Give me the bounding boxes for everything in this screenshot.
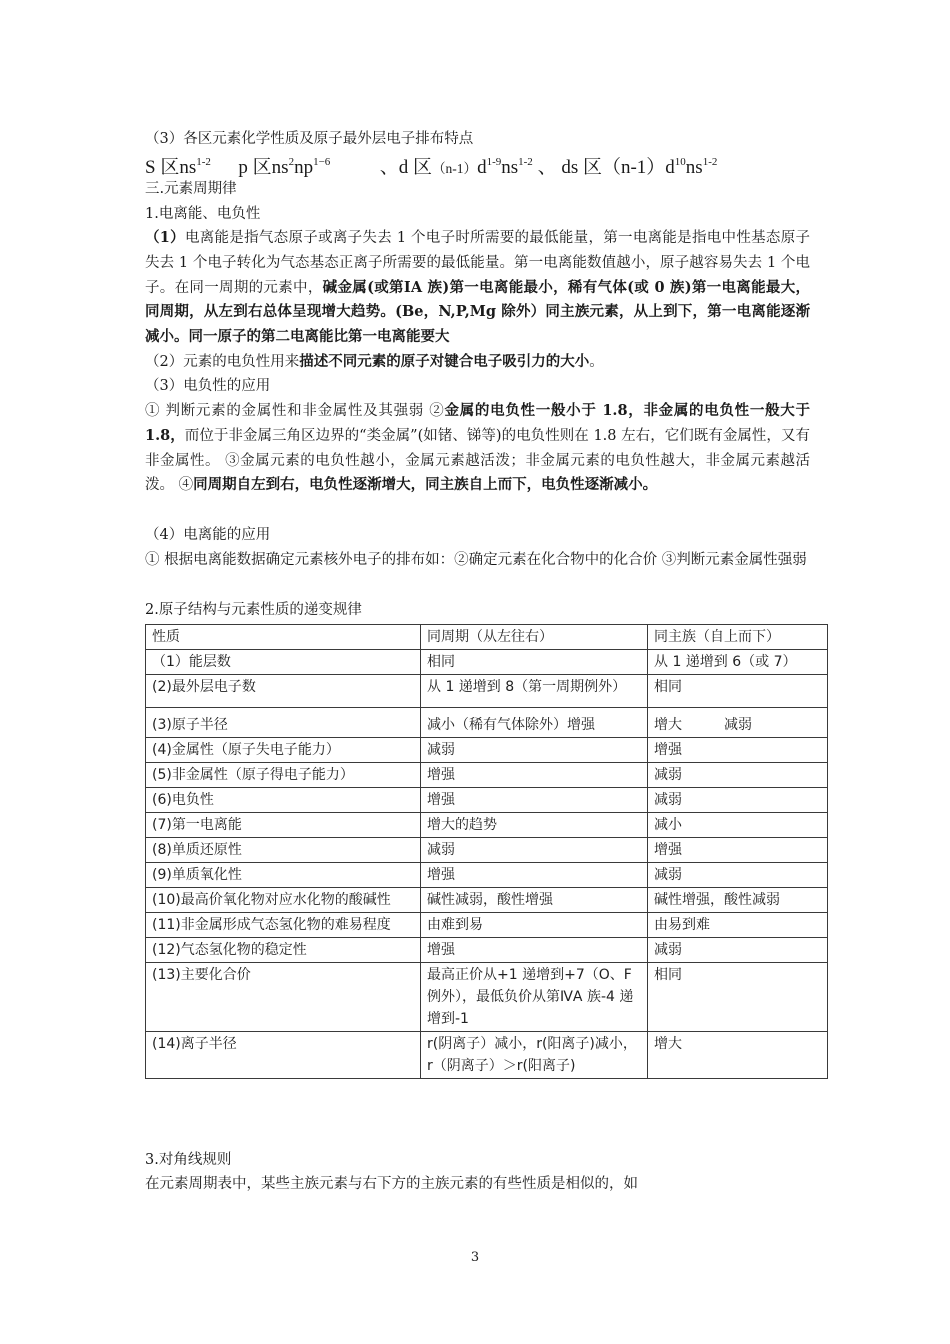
table-row — [146, 1032, 828, 1079]
table-header-cell: 同主族（自上而下） — [648, 625, 828, 650]
para-text: 而位于非金属三角区边界的“类金属”(如锗、锑等)的电负性则在 1.8 左右，它们既有金属性，又有非金属性。 ③金属元素的电负性越小，金属元素越活泼；非金属元素的电负性越大，非金属元素越活泼。 ④ — [145, 427, 810, 494]
table-cell: （1）能层数 — [146, 650, 421, 675]
table-header-cell: 同周期（从左往右） — [421, 625, 648, 650]
section-heading: （3）各区元素化学性质及原子最外层电子排布特点 — [145, 131, 474, 147]
p-block-np: np — [294, 157, 314, 178]
subsection-heading: （3）电负性的应用 — [145, 378, 271, 394]
table-cell: (10)最高价氧化物对应水化物的酸碱性 — [146, 888, 421, 913]
table-row — [146, 788, 828, 813]
table-cell: 减小 — [648, 813, 828, 838]
para-text: 电离能是指气态原子或离子失去 1 个电子时所需要的最低能量，第一电离能是指电中性基态原子失去 1 个电子转化为气态基态正离子所需要的最低能量。第一电离能数值越小，原子越容易失去 1 个电子。在同一周期的元素中， — [145, 230, 810, 296]
p-block-np-exp: 1−6 — [313, 156, 331, 168]
table-row — [146, 863, 828, 888]
table-cell: (8)单质还原性 — [146, 838, 421, 863]
table-cell: 从 1 递增到 6（或 7） — [648, 650, 828, 675]
ds-block-d: d — [665, 157, 675, 178]
table-cell: 最高正价从+1 递增到+7（O、F 例外），最低负价从第ⅣA 族-4 递增到-1 — [421, 963, 648, 1032]
subsection-title: 2.原子结构与元素性质的递变规律 — [145, 602, 362, 618]
table-cell: 相同 — [648, 963, 828, 1032]
table-row — [146, 838, 828, 863]
table-cell: (12)气态氢化物的稳定性 — [146, 938, 421, 963]
table-cell: (14)离子半径 — [146, 1032, 421, 1079]
table-cell: 增强 — [648, 738, 828, 763]
s-block-label: S 区 — [145, 157, 180, 178]
d-block-core: （n-1） — [432, 161, 478, 176]
ds-block-d-exp: 10 — [674, 156, 686, 168]
table-cell: r(阴离子）减小，r(阳离子)减小，r（阴离子）＞r(阳离子) — [421, 1032, 648, 1079]
ds-block-ns: ns — [685, 157, 703, 178]
table-cell: 从 1 递增到 8（第一周期例外） — [421, 675, 648, 708]
properties-table — [145, 624, 828, 1079]
ds-block-label: 、 ds 区 — [537, 157, 602, 178]
paragraph-electronegativity-applications — [145, 399, 810, 498]
table-cell: (2)最外层电子数 — [146, 675, 421, 708]
table-cell: 碱性增强，酸性减弱 — [648, 888, 828, 913]
table-cell: (4)金属性（原子失电子能力） — [146, 738, 421, 763]
table-cell: (3)原子半径 — [146, 708, 421, 738]
p-block-ns: ns — [271, 157, 289, 178]
table-cell: 增强 — [421, 763, 648, 788]
table-cell: 减弱 — [648, 938, 828, 963]
para-bold-text: 描述不同元素的原子对键合电子吸引力的大小 — [299, 353, 590, 370]
table-header-cell: 性质 — [146, 625, 421, 650]
table-cell: (11)非金属形成气态氢化物的难易程度 — [146, 913, 421, 938]
s-block-exp: 1-2 — [196, 156, 211, 168]
table-row — [146, 708, 828, 738]
para-bold-text: 同周期自左到右，电负性逐渐增大，同主族自上而下，电负性逐渐减小。 — [193, 476, 658, 494]
paragraph-electronegativity — [145, 350, 810, 374]
table-header-row — [146, 625, 828, 650]
d-block-ns-exp: 1-2 — [518, 156, 533, 168]
table-cell: (6)电负性 — [146, 788, 421, 813]
subsection-title: 3.对角线规则 — [145, 1152, 232, 1168]
table-cell: 增强 — [421, 938, 648, 963]
p-block-ns-exp: 2 — [288, 156, 295, 168]
section-title: 三.元素周期律 — [145, 181, 237, 197]
s-block-ns: ns — [179, 157, 197, 178]
table-cell: 减弱 — [648, 863, 828, 888]
table-row — [146, 938, 828, 963]
table-row — [146, 650, 828, 675]
table-row — [146, 813, 828, 838]
paragraph-ionization-energy — [145, 226, 810, 350]
d-block-label: 、d 区 — [379, 157, 433, 178]
table-cell: (5)非金属性（原子得电子能力） — [146, 763, 421, 788]
p-block-label: p 区 — [238, 157, 272, 178]
d-block-d-exp: 1-9 — [486, 156, 502, 168]
table-cell: 减小（稀有气体除外）增强 — [421, 708, 648, 738]
table-cell: 由难到易 — [421, 913, 648, 938]
table-cell: 碱性减弱，酸性增强 — [421, 888, 648, 913]
subsection-title: 1.电离能、电负性 — [145, 206, 261, 222]
table-cell: 增强 — [421, 788, 648, 813]
table-row — [146, 675, 828, 708]
table-cell: 增大的趋势 — [421, 813, 648, 838]
table-cell: (7)第一电离能 — [146, 813, 421, 838]
d-block-d: d — [477, 157, 487, 178]
table-cell: 增强 — [421, 863, 648, 888]
table-cell: 减弱 — [421, 738, 648, 763]
table-cell: 减弱 — [421, 838, 648, 863]
table-cell: 减弱 — [648, 763, 828, 788]
para-text-end: 。 — [589, 354, 604, 370]
table-cell: 由易到难 — [648, 913, 828, 938]
table-row — [146, 963, 828, 1032]
table-cell: (13)主要化合价 — [146, 963, 421, 1032]
ds-block-core: （n-1） — [601, 157, 666, 178]
paragraph-ionization-applications: ① 根据电离能数据确定元素核外电子的排布如：②确定元素在化合物中的化合价 ③判断元素金属性强弱 — [145, 552, 807, 568]
table-cell: 相同 — [648, 675, 828, 708]
table-cell: 减弱 — [648, 788, 828, 813]
table-row — [146, 888, 828, 913]
para-bold-text: 金属的电负性一般小于 1.8，非金属的电负性一般大于 1.8， — [145, 402, 810, 444]
para-bold-text: 碱金属(或第ⅠA 族)第一电离能最小，稀有气体(或 0 族)第一电离能最大，同周期，从左到右总体呈现增大趋势。(Be，N,P,Mg 除外）同主族元素，从上到下，第一电离能逐渐减小。同一原子的第二电离能比第一电离能要大 — [145, 278, 810, 346]
table-cell: 增强 — [648, 838, 828, 863]
table-cell: 增大 — [648, 1032, 828, 1079]
d-block-ns: ns — [501, 157, 519, 178]
table-row — [146, 738, 828, 763]
table-cell: 相同 — [421, 650, 648, 675]
subsection-heading: （4）电离能的应用 — [145, 527, 271, 543]
page-number: 3 — [470, 1250, 480, 1265]
table-row — [146, 763, 828, 788]
table-cell: 增大 减弱 — [648, 708, 828, 738]
paragraph-diagonal-rule: 在元素周期表中，某些主族元素与右下方的主族元素的有些性质是相似的，如 — [145, 1176, 638, 1192]
para-text: （2）元素的电负性用来 — [145, 354, 300, 370]
table-cell: (9)单质氧化性 — [146, 863, 421, 888]
para-lead: （1） — [145, 229, 185, 246]
ds-block-ns-exp: 1-2 — [702, 156, 718, 168]
table-row — [146, 913, 828, 938]
para-text: ① 判断元素的金属性和非金属性及其强弱 ② — [145, 403, 445, 419]
